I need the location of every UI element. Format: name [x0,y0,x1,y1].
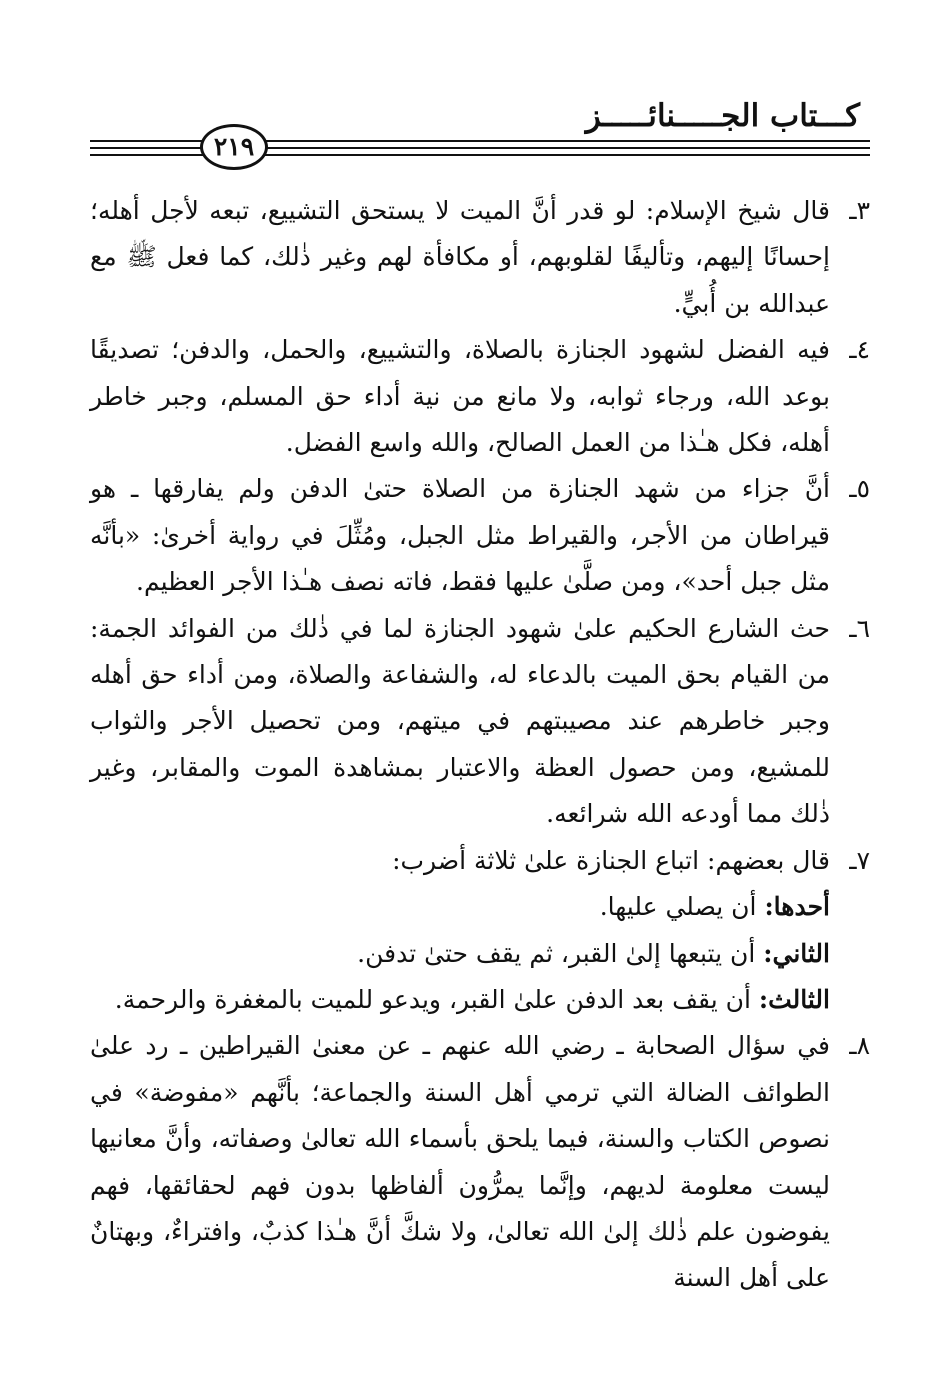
list-item [90,606,870,838]
item-number: ٦ـ [849,613,870,643]
item-text: في سؤال الصحابة ـ رضي الله عنهم ـ عن معنىٰ القيراطين ـ رد علىٰ الطوائف الضالة التي ترمي أهل السنة والجماعة؛ بأنَّهم «مفوضة» في نصوص الكتاب والسنة، فيما يلحق بأسماء الله تعالىٰ وصفاته، وأنَّ معانيها ليست معلومة لديهم، وإنَّما يمرُّون ألفاظها بدون فهم لحقائقها، فهم يفوضون علم ذٰلك إلىٰ الله تعالىٰ، ولا شكَّ أنَّ هـٰذا كذبٌ، وافتراءٌ، وبهتانٌ على أهل السنة [90,1031,830,1293]
page-header [90,96,870,166]
list-item [90,188,870,327]
sub-item-label: الثاني: [763,938,830,968]
item-number: ٤ـ [849,335,870,365]
page-number: ٢١٩ [200,124,268,170]
sub-item-label: الثالث: [758,984,830,1014]
item-number: ٣ـ [849,196,870,225]
list-item [90,1023,870,1301]
chapter-title: كـــتاب الجـــــنائـــــز [585,98,860,134]
sub-item-text: أن يتبعها إلىٰ القبر، ثم يقف حتىٰ تدفن. [357,938,756,968]
item-text: أنَّ جزاء من شهد الجنازة من الصلاة حتىٰ الدفن ولم يفارقها ـ هو قيراطان من الأجر، والقيراط مثل الجبل، ومُثِّلَ في رواية أخرىٰ: «بأنَّه مثل جبل أحد»، ومن صلَّىٰ عليها فقط، فاته نصف هـٰذا الأجر العظيم. [90,474,830,597]
sub-item [90,977,870,1023]
sub-item-text: أن يقف بعد الدفن علىٰ القبر، ويدعو للميت بالمغفرة والرحمة. [114,984,751,1014]
list-item [90,838,870,884]
item-number: ٧ـ [849,845,870,875]
list-item [90,466,870,605]
list-item [90,327,870,466]
item-text: حث الشارع الحكيم علىٰ شهود الجنازة لما في ذٰلك من الفوائد الجمة: من القيام بحق الميت بالدعاء له، والشفاعة والصلاة، ومن أداء حق أهله وجبر خاطرهم عند مصيبتهم في ميتهم، ومن تحصيل الأجر والثواب للمشيع، ومن حصول العظة والاعتبار بمشاهدة الموت والمقابر، وغير ذٰلك مما أودعه الله شرائعه. [90,613,830,829]
sub-item [90,884,870,930]
item-number: ٨ـ [849,1031,870,1061]
item-text: قال شيخ الإسلام: لو قدر أنَّ الميت لا يستحق التشييع، تبعه لأجل أهله؛ إحسانًا إليهم، وتأليفًا لقلوبهم، أو مكافأة لهم وغير ذٰلك، كما فعل ﷺ مع عبدالله بن أُبيٍّ. [90,196,830,318]
body-text [90,188,870,1302]
item-text: قال بعضهم: اتباع الجنازة علىٰ ثلاثة أضرب: [392,845,830,875]
item-text: فيه الفضل لشهود الجنازة بالصلاة، والتشييع، والحمل، والدفن؛ تصديقًا بوعد الله، ورجاء ثوابه، ولا مانع من نية أداء حق المسلم، وجبر خاطر أهله، فكل هـٰذا من العمل الصالح، والله واسع الفضل. [90,335,830,458]
sub-item-text: أن يصلي عليها. [599,892,757,922]
sub-item-label: أحدها: [764,892,830,922]
item-number: ٥ـ [849,474,870,504]
sub-item [90,931,870,977]
